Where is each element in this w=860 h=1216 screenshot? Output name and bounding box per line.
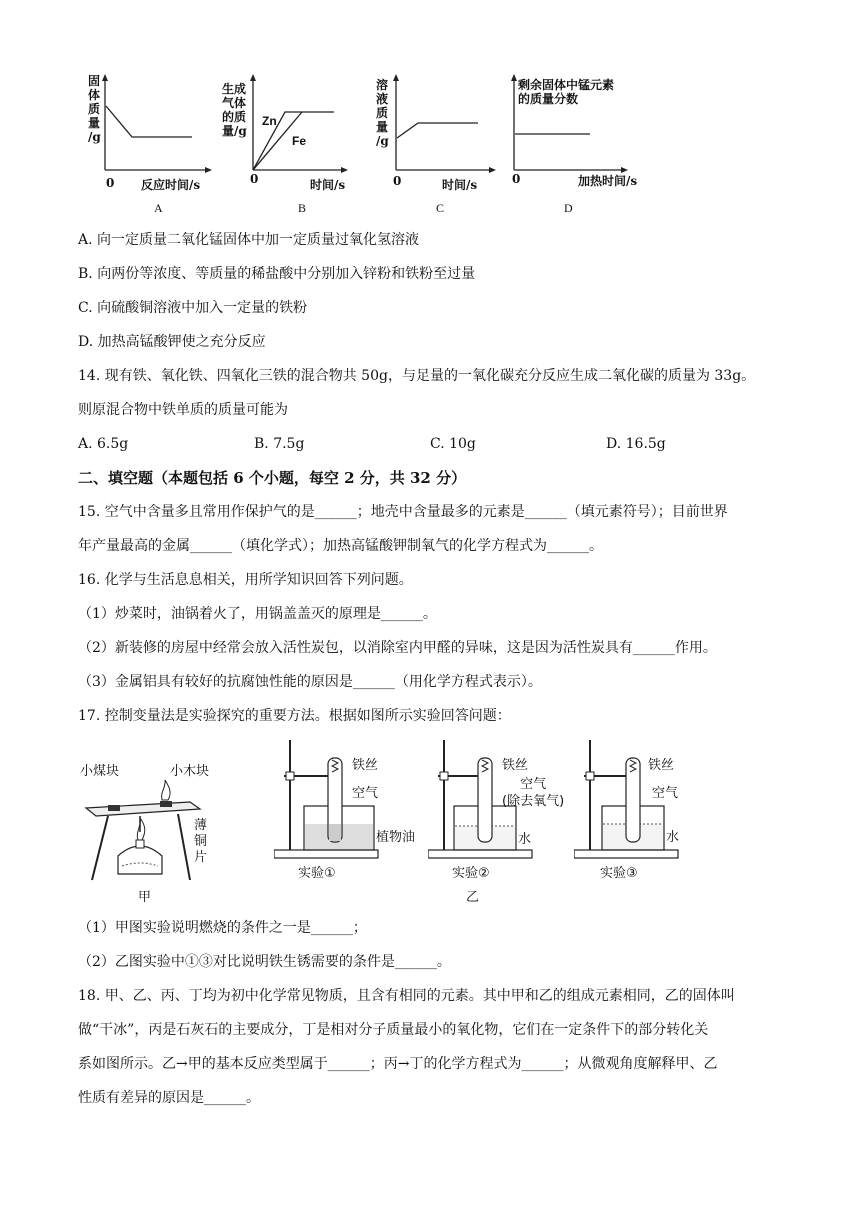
graph-d-plot: [506, 70, 646, 180]
graph-a: 固 体 质 量 /g 0 反应时间/s A: [80, 70, 220, 220]
experiment-3: [574, 736, 718, 906]
q13-option-c: C. 向硫酸铜溶液中加入一定量的铁粉: [78, 300, 308, 316]
q18-line4: 性质有差异的原因是______。: [78, 1090, 260, 1106]
q13-option-d: D. 加热高锰酸钾使之充分反应: [78, 334, 266, 350]
graph-b-plot: [222, 70, 362, 180]
graph-c-ylabel: 溶 液 质 量 /g: [376, 78, 389, 148]
label-air-1: 空气: [352, 786, 379, 801]
label-oil: 植物油: [376, 830, 416, 845]
q14-line1: 14. 现有铁、氧化铁、四氧化三铁的混合物共 50g，与足量的一氧化碳充分反应生成二氧化碳的质量为 33g。: [78, 368, 756, 384]
experiment-2: [428, 736, 578, 906]
label-yi: 乙: [466, 890, 480, 905]
curve-label-fe: Fe: [292, 134, 307, 148]
label-water-3: 水: [666, 830, 680, 845]
curve-label-zn: Zn: [262, 114, 277, 128]
label-jia: 甲: [138, 890, 152, 905]
q17-stem: 17. 控制变量法是实验探究的重要方法。根据如图所示实验回答问题：: [78, 708, 511, 724]
q14-option-c: C. 10g: [430, 436, 476, 452]
label-coal: 小煤块: [80, 764, 120, 779]
label-wood: 小木块: [170, 764, 210, 779]
q16-stem: 16. 化学与生活息息相关，用所学知识回答下列问题。: [78, 572, 413, 588]
q15-line2: 年产量最高的金属______（填化学式）；加热高锰酸钾制氧气的化学方程式为______。: [78, 538, 603, 554]
graph-b-ylabel: 生成 气体 的质 量/g: [222, 82, 247, 138]
graph-a-plot: [80, 70, 220, 180]
q14-line2: 则原混合物中铁单质的质量可能为: [78, 402, 288, 418]
q16-part1: （1）炒菜时，油锅着火了，用锅盖盖灭的原理是______。: [78, 606, 437, 622]
q14-option-b: B. 7.5g: [254, 436, 305, 452]
graph-d-caption: D: [564, 201, 573, 215]
q13-graphs: [80, 70, 640, 220]
experiment-1: [274, 736, 424, 906]
q16-part2: （2）新装修的房屋中经常会放入活性炭包，以消除室内甲醛的异味，这是因为活性炭具有______作用。: [78, 640, 717, 656]
q18-line1: 18. 甲、乙、丙、丁均为初中化学常见物质，且含有相同的元素。其中甲和乙的组成元素相同，乙的固体叫: [78, 988, 735, 1004]
q18-line2: 做“干冰”，丙是石灰石的主要成分，丁是相对分子质量最小的氧化物，它们在一定条件下的部分转化关: [78, 1022, 709, 1038]
graph-d-ylabel: 剩余固体中锰元素 的质量分数: [518, 78, 615, 106]
label-air-no-oxygen: 空气 (除去氧气): [502, 777, 565, 809]
label-iron-wire-1: 铁丝: [352, 758, 379, 773]
figure-jia: [78, 736, 228, 906]
q14-option-a: A. 6.5g: [78, 436, 129, 452]
label-copper-plate: 薄 铜 片: [194, 818, 208, 865]
q17-part2: （2）乙图实验中①③对比说明铁生锈需要的条件是______。: [78, 954, 451, 970]
graph-c-caption: C: [436, 201, 445, 215]
q13-option-a: A. 向一定质量二氧化锰固体中加一定质量过氧化氢溶液: [78, 232, 420, 248]
label-water-2: 水: [518, 832, 532, 847]
q18-line3: 系如图所示。乙→甲的基本反应类型属于______；丙→丁的化学方程式为______；从微观角度解释甲、乙: [78, 1056, 718, 1072]
q17-part1: （1）甲图实验说明燃烧的条件之一是______；: [78, 920, 367, 936]
section-2-heading: 二、填空题（本题包括 6 个小题，每空 2 分，共 32 分）: [78, 469, 467, 487]
q15-line1: 15. 空气中含量多且常用作保护气的是______；地壳中含量最多的元素是______（填元素符号）；目前世界: [78, 504, 728, 520]
graph-b-caption: B: [298, 201, 307, 215]
q13-option-b: B. 向两份等浓度、等质量的稀盐酸中分别加入锌粉和铁粉至过量: [78, 266, 476, 282]
graph-c-plot: [374, 70, 514, 180]
graph-c: 溶 液 质 量 /g 0 时间/s C: [374, 70, 514, 220]
q16-part3: （3）金属铝具有较好的抗腐蚀性能的原因是______（用化学方程式表示）。: [78, 674, 542, 690]
q17-figures: [78, 736, 718, 906]
q14-option-d: D. 16.5g: [606, 436, 666, 452]
graph-b: 生成 气体 的质 量/g Zn Fe 0 时间/s B: [222, 70, 362, 220]
label-air-3: 空气: [652, 786, 679, 801]
label-iron-wire-3: 铁丝: [648, 758, 675, 773]
label-exp-1: 实验①: [298, 866, 336, 881]
graph-a-ylabel: 固 体 质 量 /g: [88, 74, 101, 144]
label-iron-wire-2: 铁丝: [502, 758, 529, 773]
graph-a-caption: A: [154, 201, 163, 215]
label-exp-3: 实验③: [600, 866, 638, 881]
label-exp-2: 实验②: [452, 866, 490, 881]
graph-d: 剩余固体中锰元素 的质量分数 0 加热时间/s D: [506, 70, 646, 220]
